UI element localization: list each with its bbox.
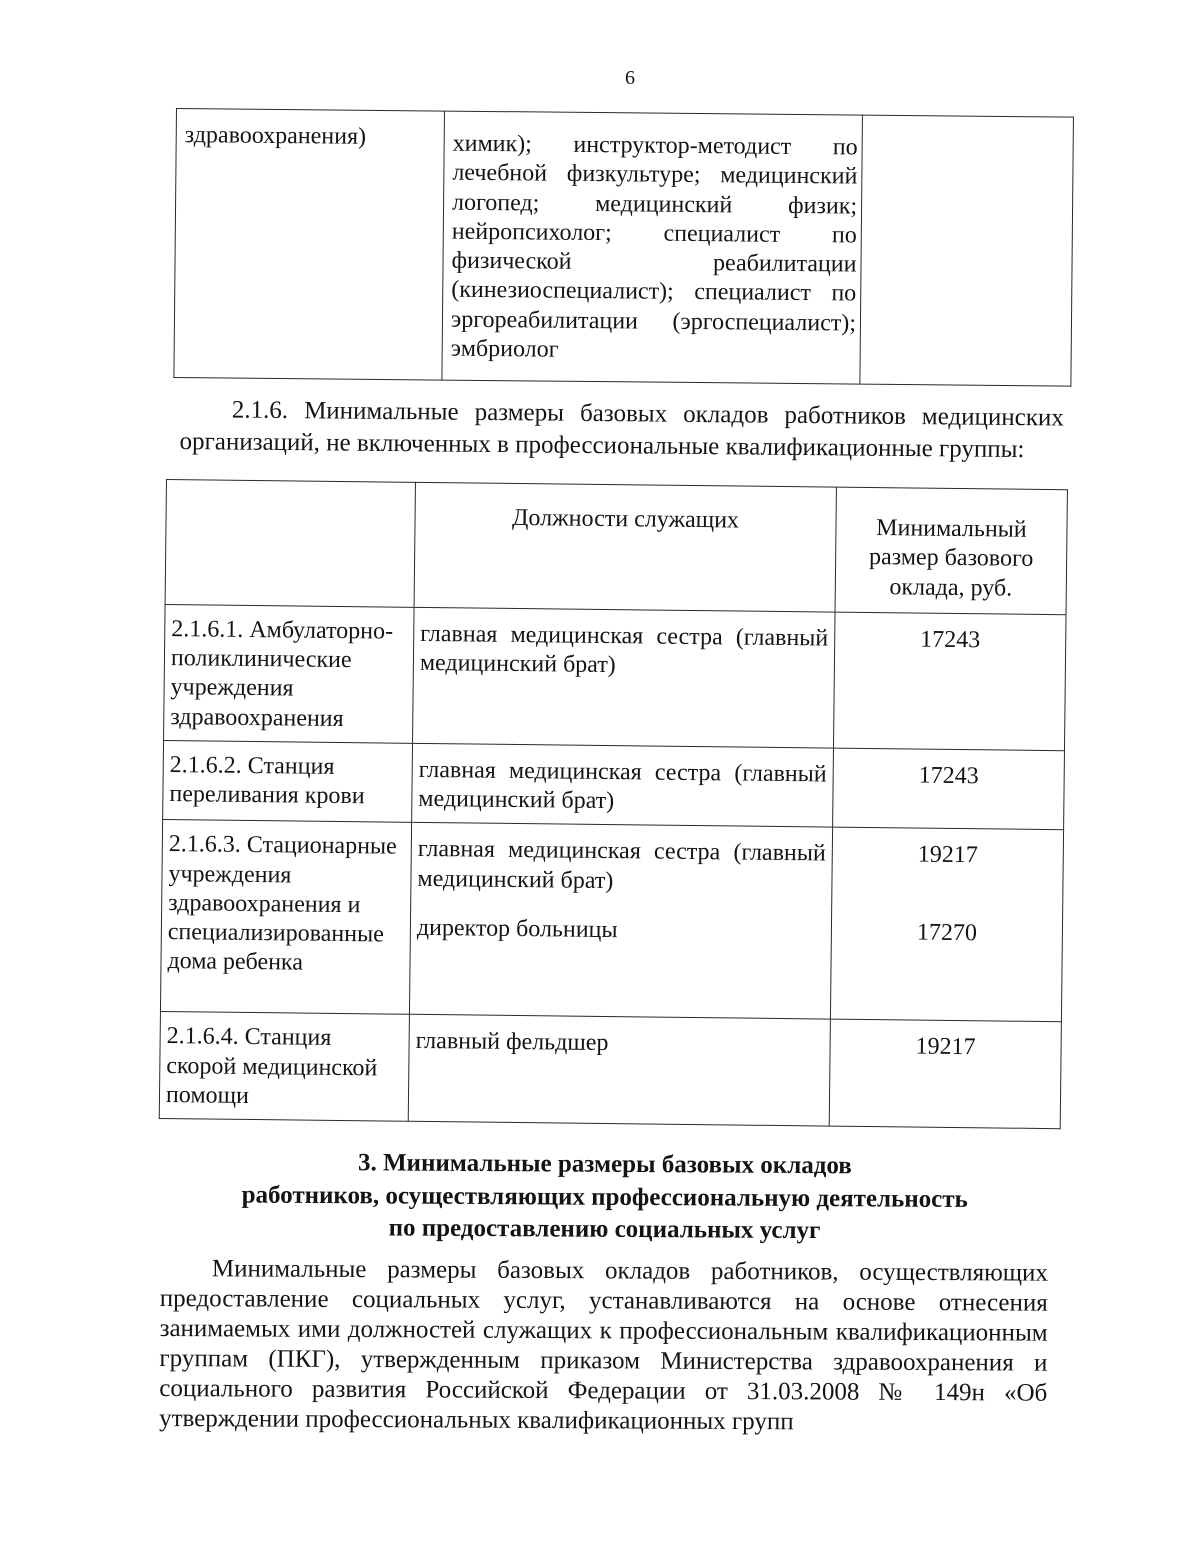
section-3-title-line: 3. Минимальные размеры базовых окладов	[357, 1149, 852, 1180]
position-text: главная медицинская сестра (главный медицинский брат)	[417, 836, 826, 894]
positions-cell	[409, 823, 832, 1020]
position-text: директор больницы	[416, 914, 618, 944]
table-row	[164, 604, 1066, 750]
salary-value: 19217	[915, 1033, 976, 1061]
table-row	[159, 1012, 1061, 1129]
header-org	[165, 480, 415, 608]
section-3-body: Минимальные размеры базовых окладов работников, осуществляющих предоставление социальных услуг, устанавливаются на основе отнесения занимаемых ими должностей служащих к профессиональным квалификационным группам (ПКГ), утвержденным приказом Министерства здравоохранения и социального развития Российской Федерации от 31.03.2008 № 149н «Об утверждении профессиональных квалификационных групп	[159, 1255, 1048, 1436]
salary-cell	[833, 748, 1065, 830]
section-3-title-line: по предоставлению социальных услуг	[388, 1214, 821, 1245]
header-positions: Должности служащих	[414, 482, 836, 612]
table-row	[163, 740, 1065, 830]
org-cell: 2.1.6.4. Станция скорой медицинской помощи	[159, 1012, 409, 1122]
org-cell: 2.1.6.1. Амбулаторно-поликлинические учреждения здравоохранения	[164, 604, 415, 743]
salary-value: 17243	[918, 762, 979, 790]
positions-cell	[412, 743, 834, 827]
salary-value: 17270	[916, 919, 978, 946]
org-cell: 2.1.6.2. Станция переливания крови	[163, 740, 413, 822]
salary-table	[159, 479, 1068, 1129]
salary-cell	[833, 612, 1066, 751]
positions-cell	[408, 1015, 830, 1127]
table-header-row	[165, 480, 1067, 615]
position-text: главный фельдшер	[415, 1028, 609, 1057]
table-row	[174, 109, 1074, 387]
continuation-org-cell: здравоохранения)	[174, 109, 445, 381]
continuation-salary-cell	[860, 115, 1074, 386]
positions-cell	[413, 607, 836, 748]
position-text: главная медицинская сестра (главный медицинский брат)	[419, 620, 829, 679]
page-number: 6	[625, 67, 635, 89]
org-cell: 2.1.6.3. Стационарные учреждения здравоохранения и специализированные дома ребенка	[160, 820, 411, 1015]
continuation-positions-cell: химик); инструктор-методист по лечебной физкультуре; медицинский логопед; медицинский физик; нейропсихолог; специалист по физической реабилитации (кинезиоспециалист); специалист по эргореабилитации (эргоспециалист); эмбриолог	[442, 111, 863, 384]
salary-value: 17243	[920, 626, 981, 654]
table-row	[160, 820, 1063, 1022]
salary-cell	[829, 1019, 1061, 1128]
salary-cell	[830, 827, 1063, 1022]
section-3-title-line: работников, осуществляющих профессиональную деятельность	[241, 1181, 968, 1213]
paragraph-2-1-6: 2.1.6. Минимальные размеры базовых окладов работников медицинских организаций, не включенных в профессиональные квалификационные группы:	[179, 396, 1064, 464]
continuation-table	[173, 108, 1074, 387]
position-text: главная медицинская сестра (главный медицинский брат)	[418, 756, 827, 815]
header-salary: Минимальный размер базового оклада, руб.	[835, 487, 1067, 614]
salary-value: 19217	[917, 841, 978, 869]
section-3-title	[149, 1146, 1060, 1249]
